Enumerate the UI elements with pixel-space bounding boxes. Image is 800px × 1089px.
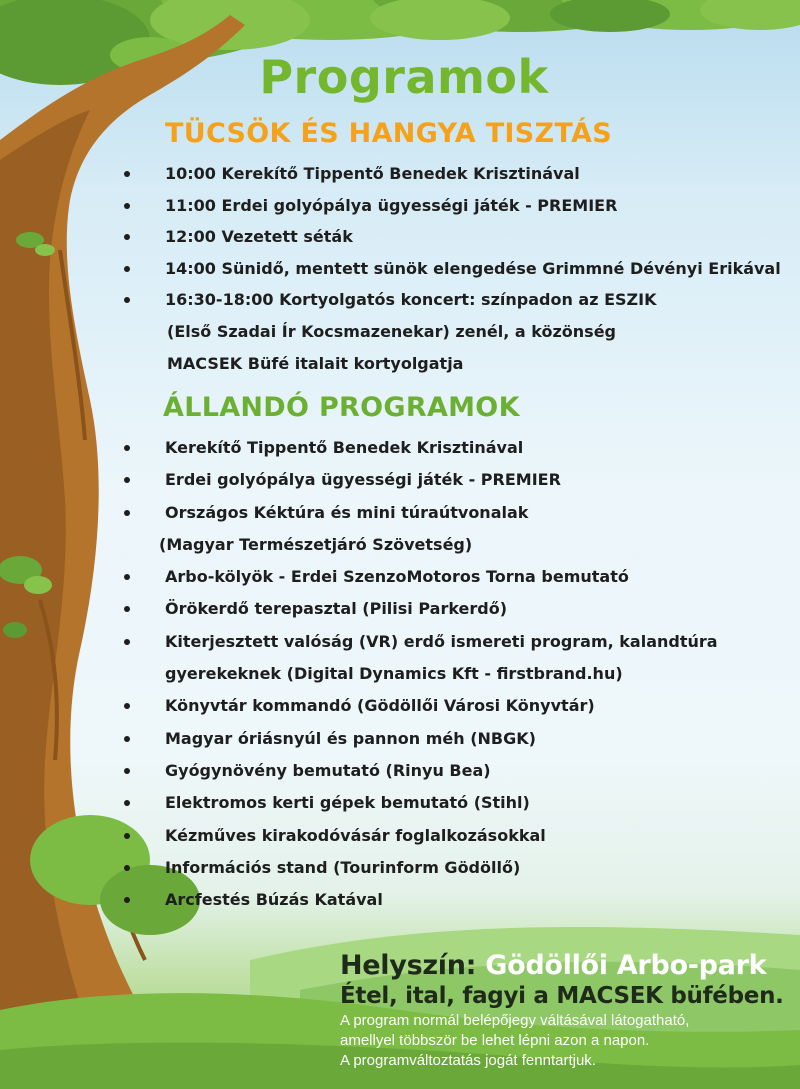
program-list-allando xyxy=(0,432,718,916)
bullet xyxy=(124,477,130,483)
bullet xyxy=(124,833,130,839)
bullet xyxy=(124,171,130,177)
bullet xyxy=(124,639,130,645)
bullet xyxy=(124,606,130,612)
bullet xyxy=(124,800,130,806)
note-line: A program normál belépőjegy váltásával látogatható, xyxy=(340,1012,690,1029)
bullet xyxy=(124,865,130,871)
location-label: Helyszín: xyxy=(340,950,477,981)
list-item: Országos Kéktúra és mini túraútvonalak (Magyar Természetjáró Szövetség) xyxy=(0,497,718,562)
bullet xyxy=(124,234,130,240)
list-item: 12:00 Vezetett séták xyxy=(0,221,781,253)
list-item: Kiterjesztett valóság (VR) erdő ismereti program, kalandtúra gyerekeknek (Digital Dynamics Kft - firstbrand.hu) xyxy=(0,626,718,691)
note-line: amellyel többször be lehet lépni azon a napon. xyxy=(340,1032,650,1049)
list-item: Erdei golyópálya ügyességi játék - PREMIER xyxy=(0,464,718,496)
bullet xyxy=(124,703,130,709)
bullet xyxy=(124,574,130,580)
section-heading-tucsok: TÜCSÖK ÉS HANGYA TISZTÁS xyxy=(165,118,612,149)
bullet xyxy=(124,736,130,742)
list-item: Kerekítő Tippentő Benedek Krisztinával xyxy=(0,432,718,464)
bullet xyxy=(124,768,130,774)
note-line: A programváltoztatás jogát fenntartjuk. xyxy=(340,1052,596,1069)
list-item: Gyógynövény bemutató (Rinyu Bea) xyxy=(0,755,718,787)
location-line xyxy=(340,950,784,981)
section-heading-allando: ÁLLANDÓ PROGRAMOK xyxy=(163,392,520,423)
location-value: Gödöllői Arbo-park xyxy=(485,950,767,981)
list-item: Könyvtár kommandó (Gödöllői Városi Könyvtár) xyxy=(0,690,718,722)
bullet xyxy=(124,203,130,209)
list-item: Örökerdő terepasztal (Pilisi Parkerdő) xyxy=(0,593,718,625)
list-item: Arcfestés Búzás Katával xyxy=(0,884,718,916)
list-item: 14:00 Sünidő, mentett sünök elengedése Grimmné Dévényi Erikával xyxy=(0,253,781,285)
footer-info xyxy=(340,950,784,1071)
list-item: Információs stand (Tourinform Gödöllő) xyxy=(0,852,718,884)
page-title: Programok xyxy=(259,50,549,104)
bullet xyxy=(124,510,130,516)
footer-note xyxy=(340,1011,784,1071)
bullet xyxy=(124,445,130,451)
program-list-tucsok xyxy=(0,158,781,379)
list-item: Magyar óriásnyúl és pannon méh (NBGK) xyxy=(0,723,718,755)
list-item: 16:30-18:00 Kortyolgatós koncert: színpadon az ESZIK (Első Szadai Ír Kocsmazenekar) zenél, a közönség MACSEK Büfé italait kortyolgatja xyxy=(0,284,781,379)
list-item: 10:00 Kerekítő Tippentő Benedek Krisztinával xyxy=(0,158,781,190)
food-line: Étel, ital, fagyi a MACSEK büfében. xyxy=(340,983,784,1009)
list-item: 11:00 Erdei golyópálya ügyességi játék - PREMIER xyxy=(0,190,781,222)
list-item: Elektromos kerti gépek bemutató (Stihl) xyxy=(0,787,718,819)
list-item: Kézműves kirakodóvásár foglalkozásokkal xyxy=(0,820,718,852)
bullet xyxy=(124,297,130,303)
bullet xyxy=(124,266,130,272)
list-item: Arbo-kölyök - Erdei SzenzoMotoros Torna bemutató xyxy=(0,561,718,593)
bullet xyxy=(124,897,130,903)
